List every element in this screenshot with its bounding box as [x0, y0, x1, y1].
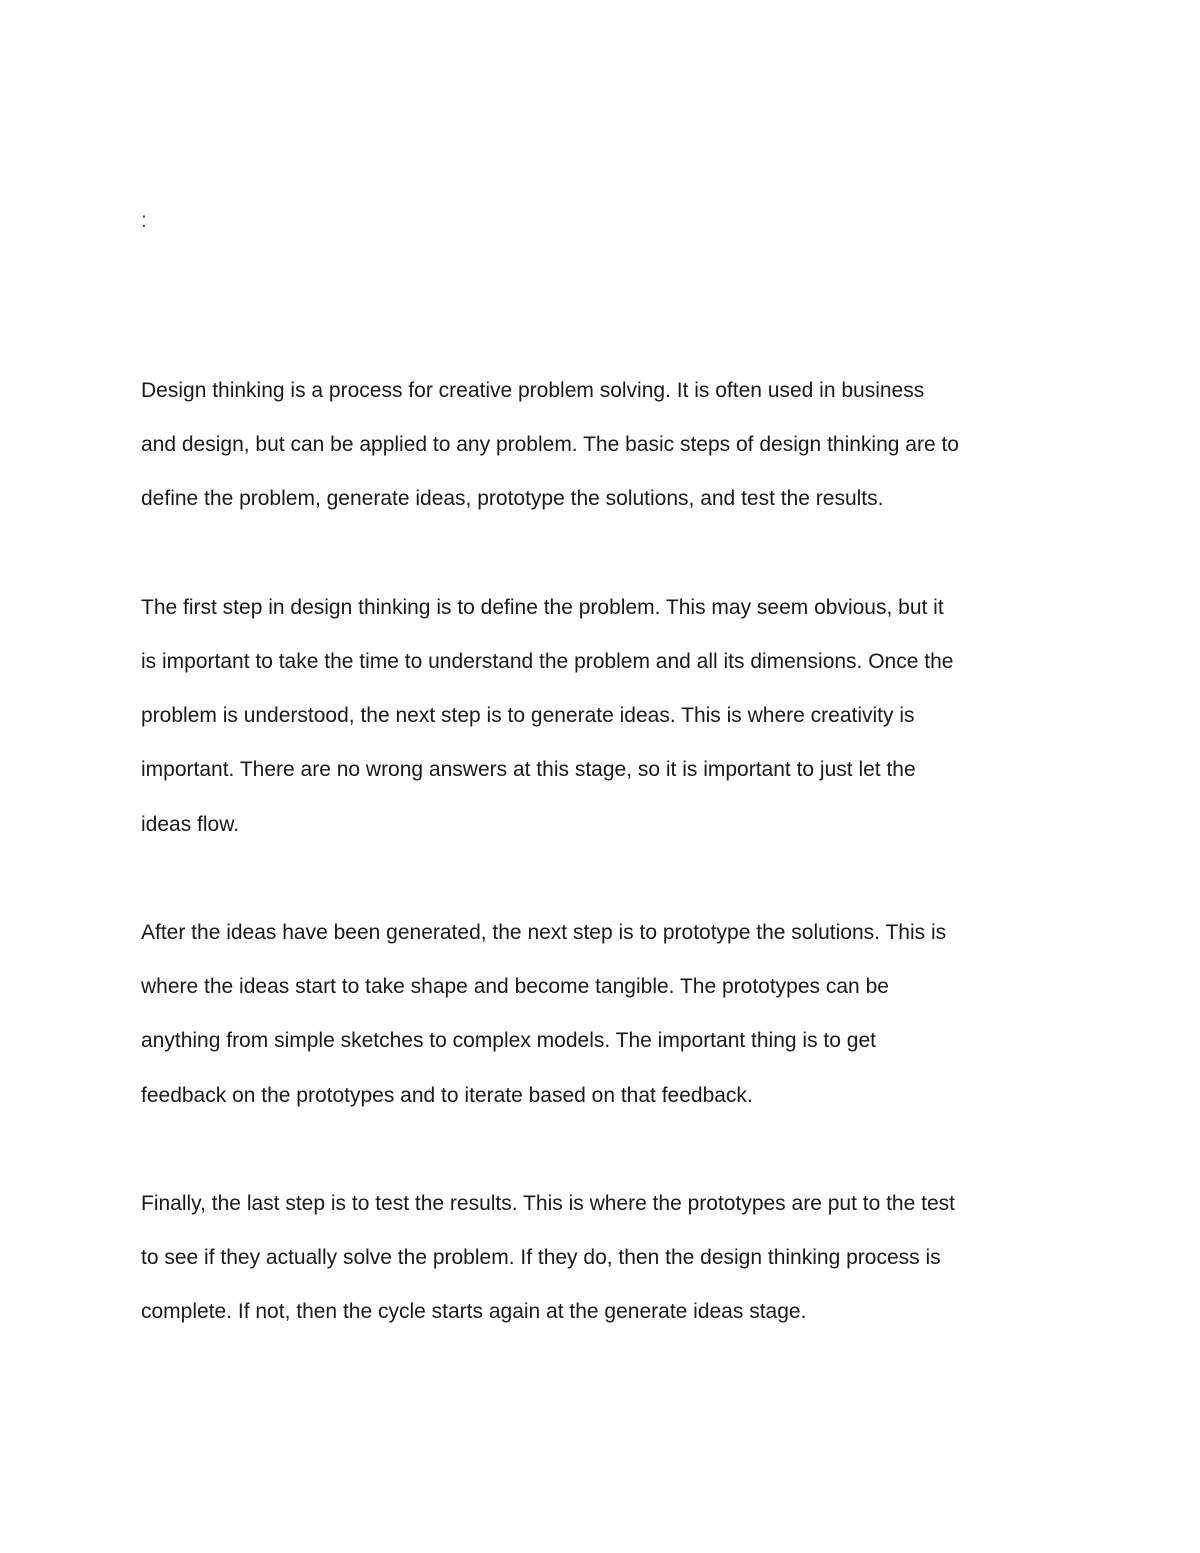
paragraph-intro: [141, 364, 1071, 527]
paragraph-prototype: [141, 906, 1071, 1123]
text-line: to see if they actually solve the problem. If they do, then the design thinking process is: [141, 1246, 941, 1270]
text-line: The first step in design thinking is to define the problem. This may seem obvious, but it: [141, 595, 944, 619]
text-line: ideas flow.: [141, 812, 240, 836]
header-colon: :: [141, 209, 147, 232]
text-line: problem is understood, the next step is to generate ideas. This is where creativity is: [141, 704, 915, 728]
text-line: is important to take the time to understand the problem and all its dimensions. Once the: [141, 650, 954, 673]
paragraph-define: [141, 581, 1071, 852]
paragraph-test: [141, 1177, 1071, 1340]
text-line: and design, but can be applied to any problem. The basic steps of design thinking are to: [141, 433, 959, 457]
text-line: feedback on the prototypes and to iterate based on that feedback.: [141, 1083, 753, 1107]
text-line: complete. If not, then the cycle starts again at the generate ideas stage.: [141, 1300, 807, 1324]
text-line: where the ideas start to take shape and become tangible. The prototypes can be: [141, 975, 889, 999]
text-line: After the ideas have been generated, the next step is to prototype the solutions. This is: [141, 921, 947, 944]
text-line: define the problem, generate ideas, prototype the solutions, and test the results.: [141, 487, 884, 511]
text-line: anything from simple sketches to complex models. The important thing is to get: [141, 1029, 876, 1053]
text-line: Design thinking is a process for creative problem solving. It is often used in business: [141, 379, 925, 402]
text-line: Finally, the last step is to test the results. This is where the prototypes are put to the test: [141, 1192, 955, 1215]
text-line: important. There are no wrong answers at this stage, so it is important to just let the: [141, 758, 916, 782]
document-body: [141, 364, 1071, 1394]
